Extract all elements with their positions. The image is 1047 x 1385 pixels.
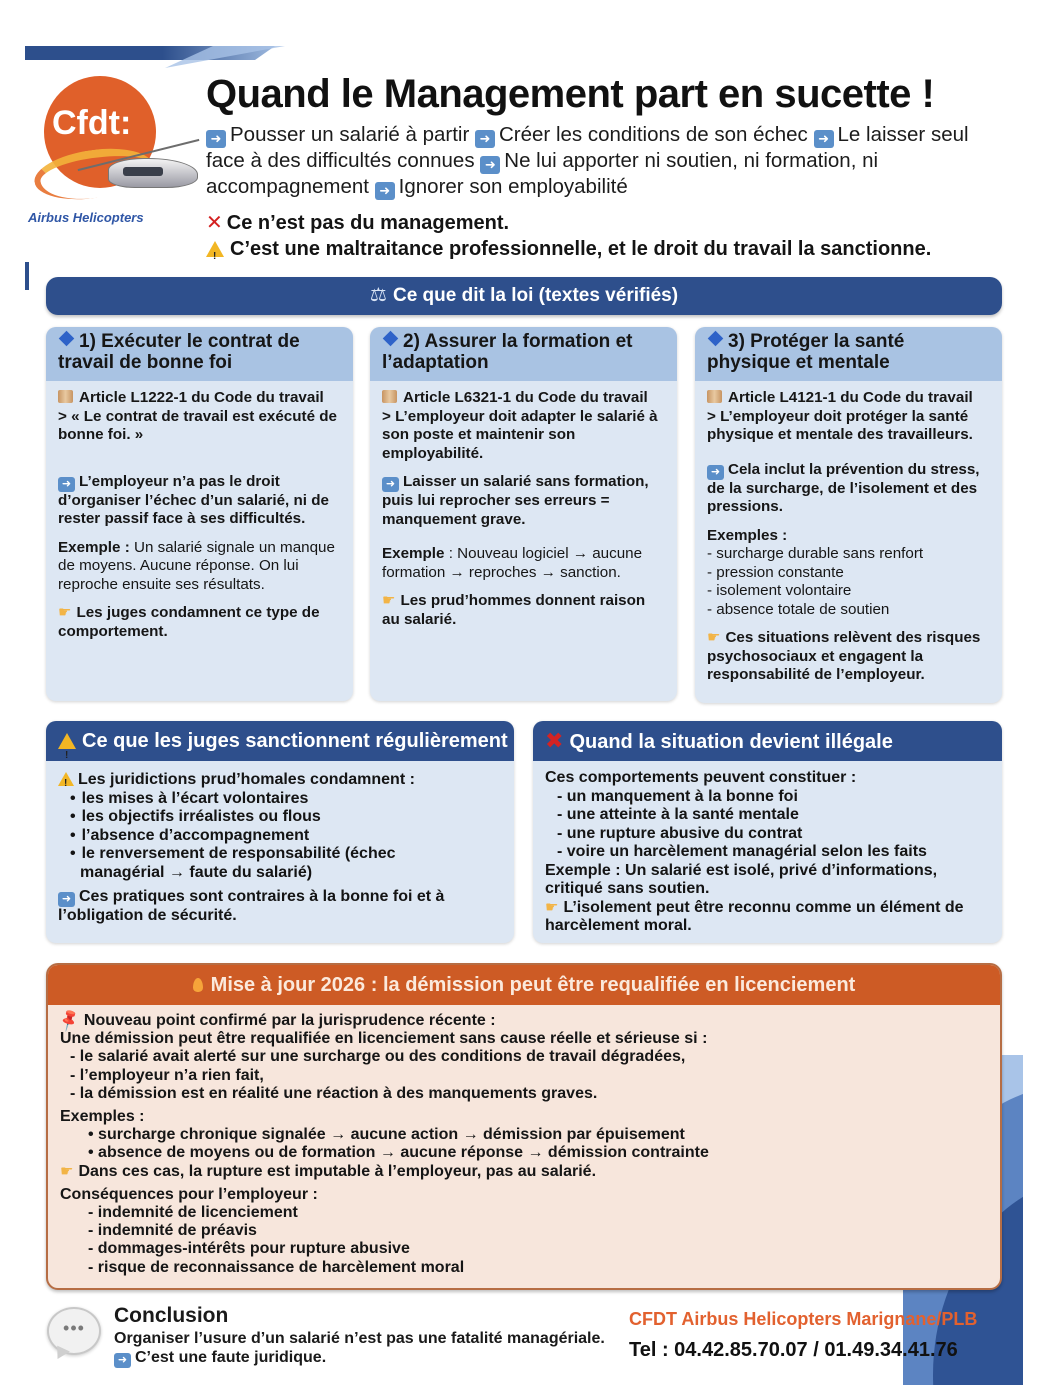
logo-brand: Cfdt:	[52, 104, 132, 142]
list-item: - voire un harcèlement managérial selon les faits	[557, 843, 927, 860]
card-conclusion: Les juges condamnent ce type de comportement.	[58, 604, 320, 640]
sanctions-lead: Les juridictions prud’homales condamnent :	[78, 771, 415, 788]
verdict-line-1: Ce n’est pas du management.	[226, 212, 510, 234]
consequence-item: - indemnité de licenciement	[88, 1204, 298, 1222]
verdict	[206, 210, 931, 262]
condition-item: - le salarié avait alerté sur une surcharge ou des conditions de travail dégradées,	[70, 1048, 686, 1066]
contact-organization: CFDT Airbus Helicopters Marignane/PLB	[629, 1309, 978, 1329]
scale-icon: ⚖	[369, 285, 387, 306]
card-conclusion: Ces situations relèvent des risques psychosociaux et engagent la responsabilité de l’employeur.	[707, 629, 981, 683]
intro-item: Ne lui apporter ni soutien, ni formation, ni accompagnement	[206, 149, 879, 198]
conclusion-line-1: Organiser l’usure d’un salarié n’est pas une fatalité managériale.	[114, 1330, 605, 1347]
law-banner-title: Ce que dit la loi (textes vérifiés)	[392, 285, 679, 306]
warning-icon	[206, 241, 224, 257]
law-banner	[46, 277, 1002, 315]
example-item: • surcharge chronique signalée → aucune action → démission par épuisement	[88, 1126, 685, 1144]
article-ref: Article L1222-1 du Code du travail	[79, 389, 324, 406]
consequence-item: - dommages-intérêts pour rupture abusive	[88, 1240, 410, 1258]
consequences-label: Conséquences pour l’employeur :	[60, 1185, 318, 1203]
law-card-3	[695, 327, 1002, 703]
illegal-header	[533, 721, 1002, 761]
red-cross-icon: ✖	[545, 728, 564, 753]
list-item: • l’absence d’accompagnement	[70, 827, 502, 846]
card-header	[46, 327, 353, 381]
article-ref: Article L6321-1 du Code du travail	[403, 389, 648, 406]
diamond-icon	[59, 331, 75, 347]
card-header	[370, 327, 677, 381]
article-text: > « Le contrat de travail est exécuté de bonne foi. »	[58, 407, 337, 443]
pushpin-icon: 📌	[56, 1008, 83, 1033]
card-header	[695, 327, 1002, 381]
arrow-right-icon: ➜	[480, 156, 500, 174]
intro-item: Créer les conditions de son échec	[499, 123, 808, 146]
update-imputable: Dans ces cas, la rupture est imputable à l’employeur, pas au salarié.	[78, 1162, 597, 1180]
diamond-icon	[383, 331, 399, 347]
illegal-list	[545, 788, 990, 862]
card-body	[370, 381, 677, 639]
card-title: 1) Exécuter le contrat de travail de bonne foi	[58, 331, 300, 373]
helicopter-icon	[108, 158, 198, 188]
logo-caption: Airbus Helicopters	[28, 210, 144, 225]
list-item: - une atteinte à la santé mentale	[557, 806, 799, 823]
card-point: Cela inclut la prévention du stress, de la surcharge, de l’isolement et des pressions.	[707, 460, 980, 515]
page-title: Quand le Management part en sucette !	[206, 72, 935, 116]
consequence-item: - indemnité de préavis	[88, 1222, 257, 1240]
examples-label: Exemples :	[60, 1108, 145, 1126]
list-item: • le renversement de responsabilité (échec managérial → faute du salarié)	[70, 845, 430, 882]
card-title: 2) Assurer la formation et l’adaptation	[382, 331, 633, 373]
conclusion-title: Conclusion	[114, 1304, 229, 1327]
article-ref: Article L4121-1 du Code du travail	[728, 389, 973, 406]
cfdt-logo	[26, 62, 201, 232]
list-item: • les objectifs irréalistes ou flous	[70, 808, 502, 827]
law-card-2	[370, 327, 677, 701]
update-title: Mise à jour 2026 : la démission peut être requalifiée en licenciement	[210, 974, 856, 996]
example-item: - isolement volontaire	[707, 582, 852, 599]
illegal-body	[533, 761, 1002, 943]
arrow-right-icon: ➜	[58, 892, 75, 907]
sanctions-conclusion: Ces pratiques sont contraires à la bonne foi et à l’obligation de sécurité.	[58, 888, 445, 924]
sanctions-title: Ce que les juges sanctionnent régulièrement	[82, 730, 508, 752]
arrow-right-icon: ➜	[58, 477, 75, 492]
intro-list	[206, 122, 1006, 200]
cross-icon: ✕	[206, 212, 223, 234]
pointing-hand-icon: ☛	[58, 604, 72, 621]
example-label: Exemple	[382, 545, 445, 562]
card-body	[695, 381, 1002, 695]
pointing-hand-icon: ☛	[382, 592, 396, 609]
sanctions-card	[46, 721, 514, 943]
example-text: : Nouveau logiciel → aucune formation → reproches → sanction.	[382, 545, 643, 581]
illegal-conclusion: L’isolement peut être reconnu comme un élément de harcèlement moral.	[545, 898, 964, 934]
list-item: • les mises à l’écart volontaires	[70, 790, 502, 809]
warning-icon	[58, 772, 74, 786]
card-title: 3) Protéger la santé physique et mentale	[707, 331, 905, 373]
condition-item: - l’employeur n’a rien fait,	[70, 1066, 264, 1084]
consequence-item: - risque de reconnaissance de harcèlement moral	[88, 1258, 465, 1276]
verdict-line-2: C’est une maltraitance professionnelle, et le droit du travail la sanctionne.	[230, 238, 932, 260]
example-item: - surcharge durable sans renfort	[707, 545, 924, 562]
decorative-left-tick	[25, 262, 29, 290]
illegal-card	[533, 721, 1002, 943]
flame-icon	[193, 978, 203, 992]
example-label: Exemples :	[707, 526, 788, 544]
example-item: • absence de moyens ou de formation → aucune réponse → démission contrainte	[88, 1144, 709, 1162]
contact-telephone: Tel : 04.42.85.70.07 / 01.49.34.41.76	[629, 1339, 958, 1361]
illegal-title: Quand la situation devient illégale	[569, 731, 893, 753]
pointing-hand-icon: ☛	[707, 629, 721, 646]
article-text: > L’employeur doit protéger la santé physique et mentale des travailleurs.	[707, 407, 973, 443]
arrow-right-icon: ➜	[707, 465, 724, 480]
card-point: Laisser un salarié sans formation, puis lui reprocher ses erreurs = manquement grave.	[382, 473, 649, 528]
scroll-icon	[382, 390, 397, 403]
warning-icon	[58, 733, 76, 749]
card-body	[46, 381, 353, 651]
update-header	[48, 965, 1000, 1005]
conclusion-text	[114, 1329, 605, 1368]
list-item: - un manquement à la bonne foi	[557, 787, 798, 805]
arrow-right-icon: ➜	[814, 130, 834, 148]
condition-item: - la démission est en réalité une réaction à des manquements graves.	[70, 1084, 598, 1102]
arrow-right-icon: ➜	[114, 1353, 131, 1368]
sanctions-body	[46, 761, 514, 934]
update-body	[48, 1005, 1000, 1284]
arrow-right-icon: ➜	[475, 130, 495, 148]
list-item: - une rupture abusive du contrat	[557, 824, 803, 842]
arrow-right-icon: ➜	[375, 182, 395, 200]
update-rule: Une démission peut être requalifiée en licenciement sans cause réelle et sérieuse si :	[60, 1030, 708, 1048]
article-text: > L’employeur doit adapter le salarié à son poste et maintenir son employabilité.	[382, 407, 658, 462]
scroll-icon	[707, 390, 722, 403]
card-conclusion: Les prud’hommes donnent raison au salarié.	[382, 592, 646, 628]
card-point: L’employeur n’a pas le droit d’organiser l’échec d’un salarié, ni de rester passif face à ses difficultés.	[58, 472, 329, 527]
illegal-example: Exemple : Un salarié est isolé, privé d’informations, critiqué sans soutien.	[545, 861, 938, 897]
update-2026-box	[46, 963, 1002, 1290]
update-lead: Nouveau point confirmé par la jurisprudence récente :	[83, 1012, 496, 1029]
example-item: - pression constante	[707, 563, 844, 581]
conclusion-line-2: C’est une faute juridique.	[135, 1349, 327, 1366]
intro-item: Ignorer son employabilité	[398, 175, 628, 198]
diamond-icon	[708, 331, 724, 347]
arrow-right-icon: ➜	[382, 477, 399, 492]
speech-bubble-icon: •••	[47, 1307, 101, 1355]
law-card-1	[46, 327, 353, 701]
arrow-right-icon: ➜	[206, 130, 226, 148]
sanctions-list	[58, 790, 502, 883]
pointing-hand-icon: ☛	[60, 1162, 74, 1180]
example-text: Un salarié signale un manque de moyens. Aucune réponse. On lui reproche ensuite ses résultats.	[58, 538, 335, 593]
example-item: - absence totale de soutien	[707, 600, 890, 618]
intro-item: Le laisser seul face à des difficultés connues	[206, 123, 969, 172]
sanctions-header	[46, 721, 514, 761]
intro-item: Pousser un salarié à partir	[230, 123, 470, 146]
example-label: Exemple :	[58, 538, 130, 556]
illegal-lead: Ces comportements peuvent constituer :	[545, 769, 857, 786]
scroll-icon	[58, 390, 73, 403]
pointing-hand-icon: ☛	[545, 898, 559, 916]
